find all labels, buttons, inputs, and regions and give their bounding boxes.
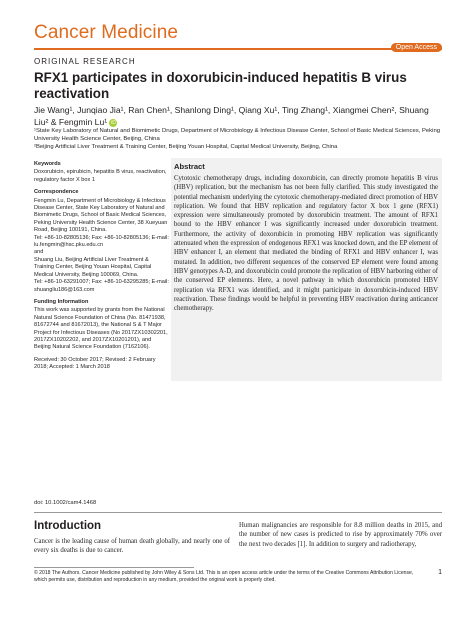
funding-text: This work was supported by grants from the National Natural Science Foundation of China (No. 81471938, 81672744 and 81672013), the National S & T Major Project for Infectious Diseases (No 2017ZX10302201, 2017ZX10202202, and 2017ZX10201201), and Beijing Natural Science Foundation (7162106). <box>34 307 168 351</box>
funding-heading: Funding Information <box>34 298 89 305</box>
keywords-text: Doxorubicin, epirubicin, hepatitis B virus, reactivation, regulatory factor X box 1 <box>34 169 167 183</box>
correspondence-text-5: Tel: +86-10-63291007; Fax: +86-10-63295285; E-mail: shuangliu186@163.com <box>34 279 169 293</box>
correspondence-text-4: Shuang Liu, Beijing Artificial Liver Treatment & Training Center, Beijing Youan Hospital, Capital Medical University, Beijing 100069, China. <box>34 256 152 278</box>
keywords-heading: Keywords <box>34 161 61 167</box>
correspondence-text-3: and <box>34 249 44 256</box>
section-label: ORIGINAL RESEARCH <box>34 57 136 66</box>
keywords-block <box>34 161 169 184</box>
authors-text: Jie Wang¹, Junqiao Jia¹, Ran Chen¹, Shanlong Ding¹, Qiang Xu¹, Ting Zhang¹, Xiangmei Chen², Shuang Liu² & Fengmin Lu¹ <box>34 105 429 127</box>
affiliation-2: ²Beijing Artificial Liver Treatment & Training Center, Beijing Youan Hospital, Capital Medical University, Beijing, China <box>34 144 338 150</box>
correspondence-heading: Correspondence <box>34 189 79 196</box>
footer-rule <box>34 567 194 568</box>
abstract-text: Cytotoxic chemotherapy drugs, including doxorubicin, can directly promote hepatitis B virus (HBV) replication, but the mechanism has not been fully clarified. This study investigated the potential mechanism underlying the cytotoxic chemotherapy-mediated direct promotion of HBV replication. We found that HBV replication and regulatory factor X box 1 gene (RFX1) expression were simultaneously promoted by doxorubicin treatment. The amount of RFX1 bound to the HBV enhancer I was significantly increased under doxorubicin treatment. Furthermore, the activity of doxorubicin in promoting HBV replication was significantly attenuated when the expression of endogenous RFX1 was knocked down, and the EP element of HBV enhancer I, an element that mediated the binding of RFX1 and HBV enhancer I, was mutated. In addition, two different sequences of the conserved EP element were found among HBV genotypes A-D, and doxorubicin could promote the replication of HBV harboring either of the conserved EP elements. Here, a novel pathway in which doxorubicin promoted HBV replication via RFX1 was identified, and it might participate in doxorubicin-induced HBV reactivation. These findings would be helpful in preventing HBV reactivation during anticancer chemotherapy. <box>174 175 438 313</box>
journal-name: Cancer Medicine <box>34 22 179 43</box>
introduction-text: Cancer is the leading cause of human death globally, and nearly one of every six deaths is due to cancer. <box>34 538 230 555</box>
article-info-column <box>34 161 169 377</box>
author-list <box>34 104 434 128</box>
article-title: RFX1 participates in doxorubicin-induced hepatitis B virus reactivation <box>34 70 407 101</box>
orcid-icon[interactable]: iD <box>111 119 116 126</box>
abstract-heading: Abstract <box>174 162 205 171</box>
dates-text: Received: 30 October 2017; Revised: 2 February 2018; Accepted: 1 March 2018 <box>34 356 156 371</box>
doi-link[interactable]: doi: 10.1002/cam4.1468 <box>34 500 97 506</box>
open-access-badge: Open Access <box>391 43 442 52</box>
funding-block <box>34 299 169 352</box>
section-divider <box>34 512 442 513</box>
license-footer: © 2018 The Authors. Cancer Medicine published by John Wiley & Sons Ltd. This is an open access article under the terms of the Creative Commons Attribution License, which permits use, distribution and reproduction in any medium, provided the original work is properly cited. <box>34 570 414 583</box>
correspondence-block <box>34 189 169 294</box>
header-rule <box>34 48 442 50</box>
correspondence-text-2: Tel: +86-10-82805136; Fax: +86-10-82805136; E-mail: lu.fengmin@hsc.pku.edu.cn <box>34 234 169 249</box>
affiliation-1: ¹State Key Laboratory of Natural and Biomimetic Drugs, Department of Microbiology & Infectious Disease Center, School of Basic Medical Sciences, Peking University Health Science Center, Beijing, China <box>34 128 440 142</box>
introduction-heading: Introduction <box>34 520 102 532</box>
page-number: 1 <box>438 569 442 576</box>
correspondence-text-1: Fengmin Lu, Department of Microbiology & Infectious Disease Center, State Key Laboratory of Natural and Biomimetic Drugs, School of Basic Medical Sciences, Peking University Health Science Center, 38 Xueyuan Road, Beijing 100191, China. <box>34 197 168 234</box>
introduction-right-text: Human malignancies are responsible for 8.8 million deaths in 2015, and the number of new cases is predicted to rise by approximately 70% over the next two decades [1]. In addition to surgery and radiotherapy, <box>239 522 442 548</box>
